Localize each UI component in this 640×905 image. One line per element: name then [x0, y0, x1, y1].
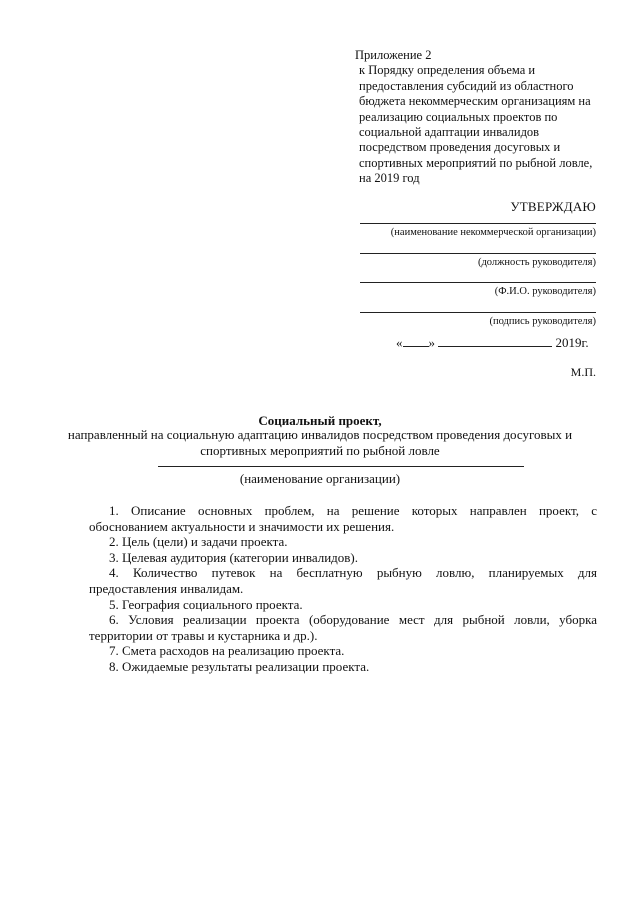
head-name-line — [360, 282, 596, 283]
project-subtitle: направленный на социальную адаптацию инвалидов посредством проведения досуговых и спортивных мероприятий по рыбной ловле — [67, 427, 573, 458]
head-position-caption: (должность руководителя) — [477, 257, 596, 268]
appendix-title: Приложение 2 — [355, 48, 432, 62]
organization-name-caption: (наименование некоммерческой организации) — [390, 227, 596, 238]
organization-line — [158, 466, 524, 467]
list-item: 5. География социального проекта. — [109, 596, 303, 612]
project-title: Социальный проект, — [258, 413, 382, 428]
appendix-body: к Порядку определения объема и предоставления субсидий из областного бюджета некоммерческим организациям на реализацию социальных проектов по социальной адаптации инвалидов посредством проведения досуговых и спортивных мероприятий по рыбной ловле, на 2019 год — [359, 63, 593, 186]
list-item: 4. Количество путевок на бесплатную рыбную ловлю, планируемых для предоставления инвалидам. — [89, 565, 597, 596]
date-day-blank — [403, 333, 429, 347]
list-item: 7. Смета расходов на реализацию проекта. — [109, 643, 345, 659]
list-item: 8. Ожидаемые результаты реализации проекта. — [109, 658, 370, 674]
head-signature-caption: (подпись руководителя) — [489, 316, 596, 327]
head-signature-line — [360, 312, 596, 313]
stamp-place-label: М.П. — [570, 365, 596, 379]
list-item: 3. Целевая аудитория (категории инвалидов). — [109, 549, 358, 565]
head-name-caption: (Ф.И.О. руководителя) — [494, 286, 596, 297]
list-item: 2. Цель (цели) и задачи проекта. — [109, 534, 288, 550]
head-position-line — [360, 253, 596, 254]
date-month-blank — [438, 333, 552, 347]
approval-heading: УТВЕРЖДАЮ — [510, 199, 596, 214]
date-year: 2019г. — [555, 335, 589, 350]
organization-name-line — [360, 223, 596, 224]
approval-date — [396, 333, 589, 351]
requirements-list — [89, 503, 597, 675]
appendix-block — [355, 48, 605, 187]
date-open-quote: « — [396, 335, 403, 350]
organization-caption: (наименование организации) — [239, 471, 401, 486]
list-item: 6. Условия реализации проекта (оборудование мест для рыбной ловли, уборка территории от травы и кустарника и др.). — [89, 612, 597, 643]
date-close-quote: » — [428, 335, 435, 350]
list-item: 1. Описание основных проблем, на решение которых направлен проект, с обоснованием актуальности и значимости их решения. — [89, 503, 597, 534]
